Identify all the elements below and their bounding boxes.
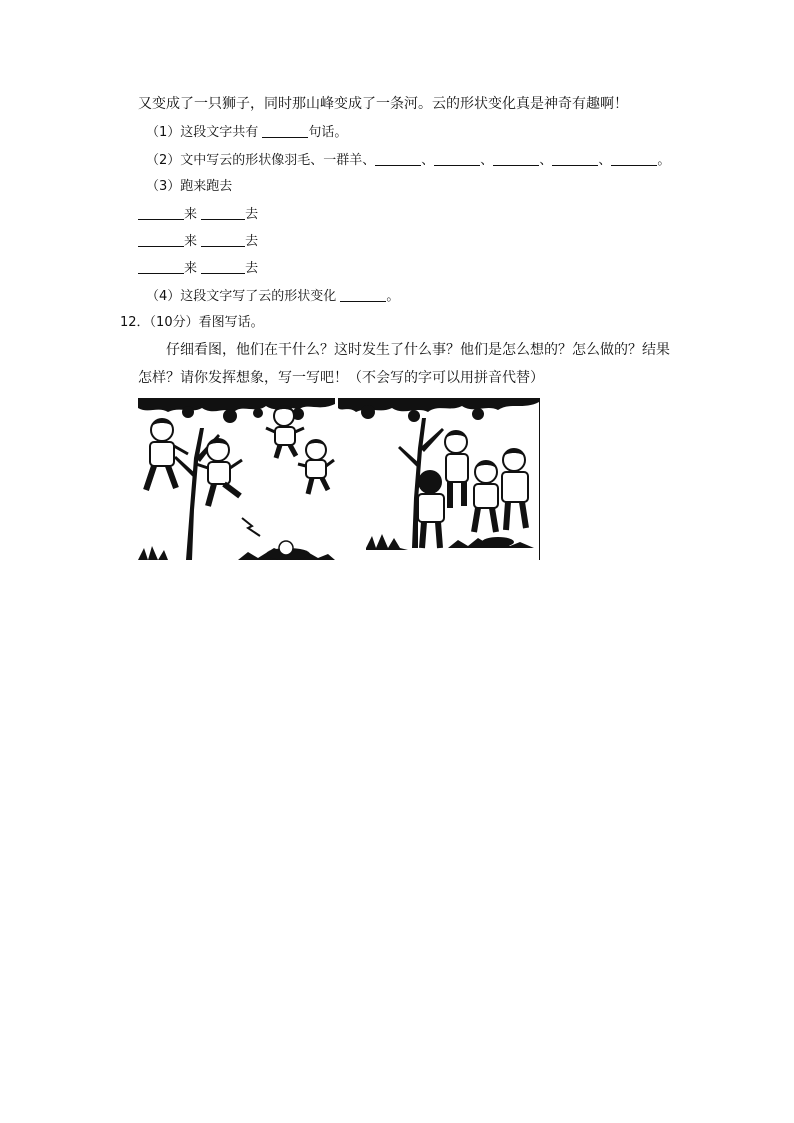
answer-blank[interactable] [434,151,480,166]
question-2: （2）文中写云的形状像羽毛、一群羊、 、 、 、 、 。 [146,153,671,168]
illustration-boys-running [138,398,335,560]
answer-blank[interactable] [552,151,598,166]
fill-row-2: 来 去 [138,232,258,251]
answer-blank[interactable] [201,205,245,220]
question-12-prompt-line-1: 仔细看图，他们在干什么？这时发生了什么事？他们是怎么想的？怎么做的？结果 [166,342,670,358]
fill-row-1: 来 去 [138,205,258,224]
answer-blank[interactable] [201,232,245,247]
answer-blank[interactable] [138,205,184,220]
answer-blank[interactable] [262,123,308,138]
passage-last-line: 又变成了一只狮子，同时那山峰变成了一条河。云的形状变化真是神奇有趣啊！ [138,96,628,112]
answer-blank[interactable] [138,232,184,247]
answer-blank[interactable] [611,151,657,166]
question-12-prompt-line-2: 怎样？请你发挥想象，写一写吧！（不会写的字可以用拼音代替） [138,370,544,386]
question-4: （4）这段文字写了云的形状变化 。 [146,289,400,304]
question-12-heading: 12．（10分）看图写话。 [120,315,264,330]
answer-blank[interactable] [138,259,184,274]
answer-blank[interactable] [375,151,421,166]
illustration-boys-gathered [338,398,540,560]
fill-row-3: 来 去 [138,259,258,278]
answer-blank[interactable] [493,151,539,166]
question-3: （3）跑来跑去 [146,179,233,194]
question-1: （1）这段文字共有 句话。 [146,125,348,140]
answer-blank[interactable] [201,259,245,274]
answer-blank[interactable] [340,287,386,302]
